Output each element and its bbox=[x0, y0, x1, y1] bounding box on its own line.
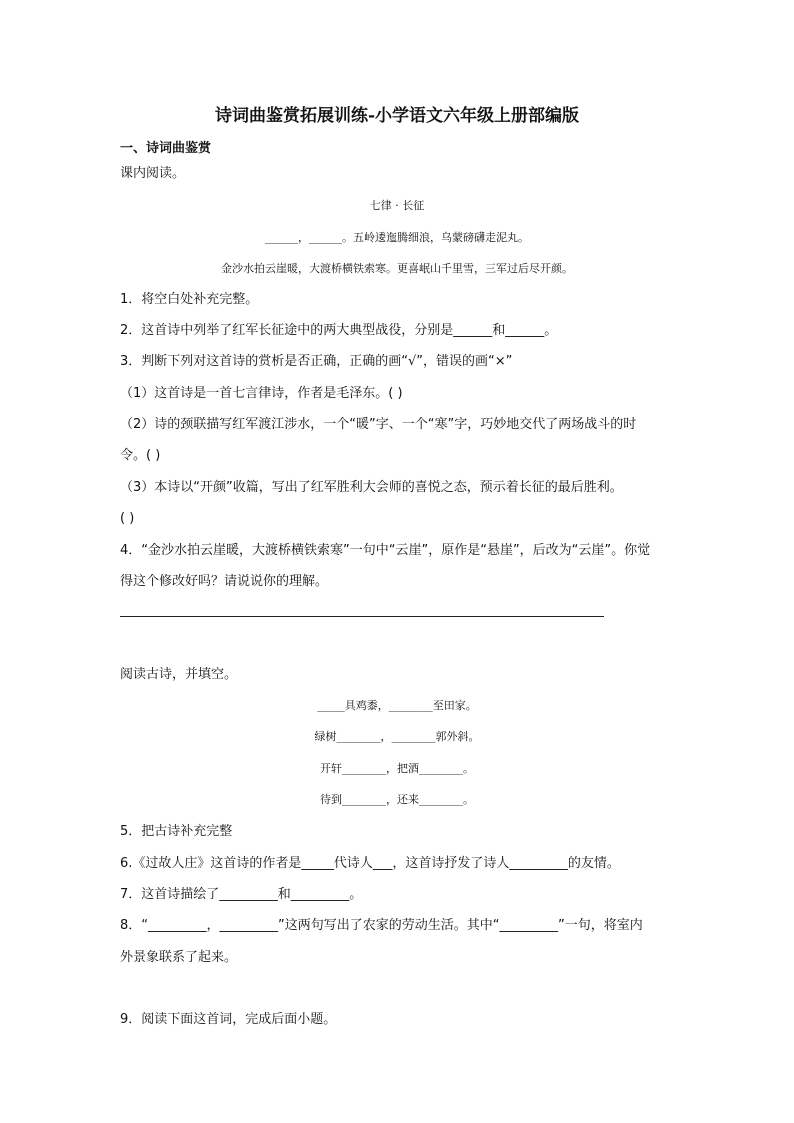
question-7: 7．这首诗描绘了_________和_________。 bbox=[120, 887, 363, 902]
instruction-text: 课内阅读。 bbox=[120, 166, 186, 181]
section-heading: 一、诗词曲鉴赏 bbox=[120, 141, 212, 156]
answer-line[interactable] bbox=[120, 616, 604, 617]
poem-line: 绿树________，________郭外斜。 bbox=[314, 730, 480, 743]
question-3-item-2: （2）诗的颈联描写红军渡江涉水，一个“暖”字、一个“寒”字，巧妙地交代了两场战斗的时 bbox=[120, 417, 637, 432]
question-5: 5．把古诗补充完整 bbox=[120, 824, 233, 839]
question-4-cont: 得这个修改好吗？请说说你的理解。 bbox=[120, 574, 329, 589]
poem-line: _____具鸡黍，________至田家。 bbox=[317, 699, 477, 712]
question-3-item-1: （1）这首诗是一首七言律诗，作者是毛泽东。( ) bbox=[120, 386, 403, 401]
page-title: 诗词曲鉴赏拓展训练-小学语文六年级上册部编版 bbox=[214, 106, 580, 126]
poem-line: 待到________，还来________。 bbox=[320, 793, 474, 806]
question-4: 4．“金沙水拍云崖暖，大渡桥横铁索寒”一句中“云崖”，原作是“悬崖”，后改为“云崖”。你觉 bbox=[120, 543, 651, 558]
poem-line: 金沙水拍云崖暖，大渡桥横铁索寒。更喜岷山千里雪，三军过后尽开颜。 bbox=[221, 262, 573, 275]
question-8: 8．“_________，_________”这两句写出了农家的劳动生活。其中“_________”一句，将室内 bbox=[120, 918, 643, 933]
poem-title: 七律 · 长征 bbox=[369, 199, 425, 212]
poem-line: 开轩________，把酒________。 bbox=[320, 762, 474, 775]
question-3-item-3: （3）本诗以“开颜”收篇，写出了红军胜利大会师的喜悦之态，预示着长征的最后胜利。 bbox=[120, 480, 623, 495]
question-2: 2．这首诗中列举了红军长征途中的两大典型战役，分别是______和______。 bbox=[120, 323, 558, 338]
question-6: 6.《过故人庄》这首诗的作者是_____代诗人___，这首诗抒发了诗人_________的友情。 bbox=[120, 856, 620, 871]
question-9: 9．阅读下面这首词，完成后面小题。 bbox=[120, 1012, 337, 1027]
question-3-item-3-cont: ( ) bbox=[120, 511, 135, 526]
question-1: 1．将空白处补充完整。 bbox=[120, 292, 259, 307]
instruction-text: 阅读古诗，并填空。 bbox=[120, 667, 238, 682]
question-3-item-2-cont: 令。( ) bbox=[120, 448, 161, 463]
question-8-cont: 外景象联系了起来。 bbox=[120, 950, 238, 965]
question-3: 3．判断下列对这首诗的赏析是否正确，正确的画“√”，错误的画“×” bbox=[120, 354, 513, 369]
poem-line: ______，______。五岭逶迤腾细浪，乌蒙磅礴走泥丸。 bbox=[265, 231, 529, 244]
